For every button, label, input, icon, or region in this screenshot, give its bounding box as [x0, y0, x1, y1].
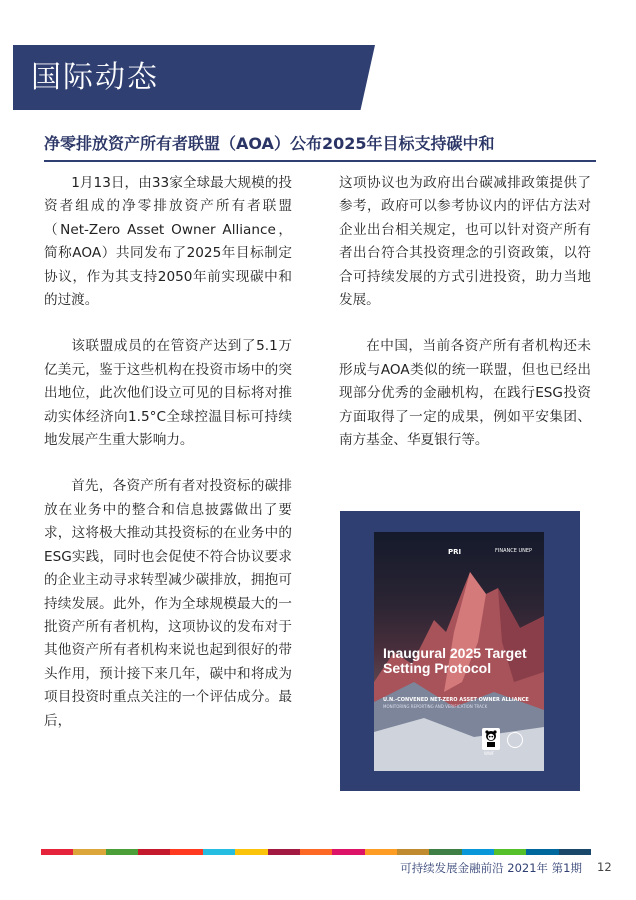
title-divider [44, 160, 596, 162]
wwf-panda-icon [482, 728, 500, 750]
partner-logo-icon [507, 732, 523, 748]
sdg-color-segment [106, 849, 138, 855]
paragraph: 在中国，当前各资产所有者机构还未形成与AOA类似的统一联盟，但也已经出现部分优秀的金融机构，在践行ESG投资方面取得了一定的成果，例如平安集团、南方基金、华夏银行等。 [339, 338, 591, 449]
sdg-color-segment [203, 849, 235, 855]
paragraph: 该联盟成员的在管资产达到了5.1万亿美元，鉴于这些机构在投资市场中的突出地位，此次他们设立可见的目标将对推动实体经济向1.5°C全球控温目标可持续地发展产生重大影响力。 [44, 338, 292, 449]
unep-finance-logo: FINANCE UNEP [495, 548, 533, 554]
wwf-label: WWF [484, 751, 495, 756]
paragraph: 首先，各资产所有者对投资标的碳排放在业务中的整合和信息披露做出了要求，这将极大推动其投资标的在业务中的ESG实践，同时也会促使不符合协议要求的企业主动寻求转型减少碳排放，拥抱可持续发展。此外，作为全球规模最大的一批资产所有者机构，这项协议的发布对于其他资产所有者机构来说也起到很好的带头作用，预计接下来几年，碳中和将成为项目投资时重点关注的一个评估成分。最后， [44, 478, 292, 729]
cover-subheading-2: MONITORING REPORTING AND VERIFICATION TRACK [383, 704, 488, 709]
cover-subheading: U.N.-CONVENED NET-ZERO ASSET OWNER ALLIANCE [383, 697, 529, 703]
sdg-color-segment [73, 849, 105, 855]
sdg-color-segment [268, 849, 300, 855]
article-left-column [44, 172, 292, 756]
paragraph: 1月13日，由33家全球最大规模的投资者组成的净零排放资产所有者联盟（Net-Zero Asset Owner Alliance，简称AOA）共同发布了2025年目标制定协议，作为其支持2050年前实现碳中和的过渡。 [44, 175, 292, 309]
pri-logo: PRI [448, 548, 462, 556]
sdg-color-segment [365, 849, 397, 855]
sdg-color-segment [300, 849, 332, 855]
sdg-color-segment [41, 849, 73, 855]
sdg-color-segment [429, 849, 461, 855]
sdg-color-segment [526, 849, 558, 855]
page-number: 12 [597, 860, 612, 874]
sdg-color-segment [332, 849, 364, 855]
sdg-color-segment [494, 849, 526, 855]
sdg-color-segment [170, 849, 202, 855]
sdg-color-segment [559, 849, 591, 855]
paragraph: 这项协议也为政府出台碳减排政策提供了参考，政府可以参考协议内的评估方法对企业出台相关规定，也可以针对资产所有者出台符合其投资理念的引资政策，以符合可持续发展的方式引进投资，助力当地发展。 [339, 175, 591, 309]
footer-publication: 可持续发展金融前沿 2021年 第1期 [400, 861, 582, 875]
section-title: 国际动态 [31, 60, 159, 95]
article-title: 净零排放资产所有者联盟（AOA）公布2025年目标支持碳中和 [44, 134, 495, 153]
cover-heading: Inaugural 2025 Target Setting Protocol [383, 645, 527, 676]
sdg-color-segment [397, 849, 429, 855]
sdg-color-bar [41, 849, 591, 855]
report-cover-image [374, 532, 544, 771]
sdg-color-segment [138, 849, 170, 855]
article-right-column [339, 172, 591, 475]
sdg-color-segment [462, 849, 494, 855]
sdg-color-segment [235, 849, 267, 855]
